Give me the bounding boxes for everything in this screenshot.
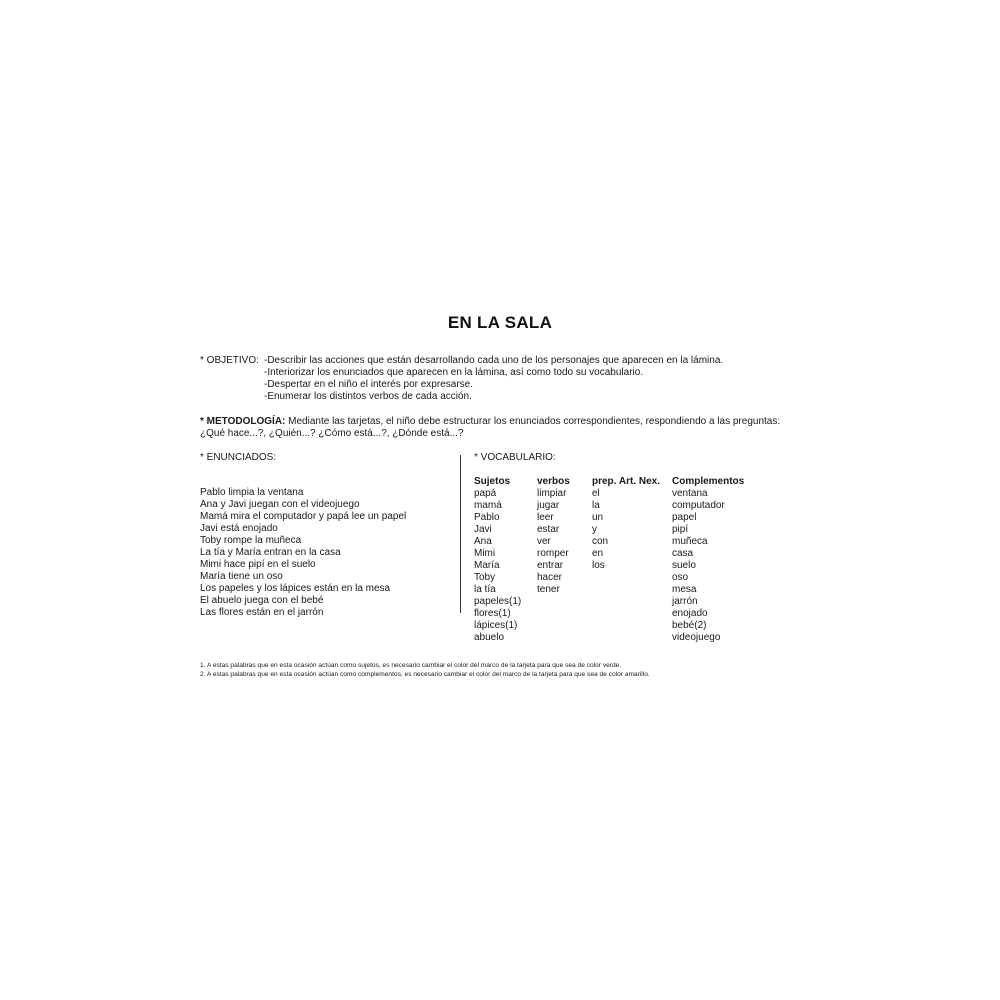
objetivo-item: -Enumerar los distintos verbos de cada acción. xyxy=(264,391,472,402)
vocab-word: oso xyxy=(672,572,689,583)
enunciado-item: Mamá mira el computador y papá lee un papel xyxy=(200,511,407,522)
vocab-word: Mimi xyxy=(474,548,496,559)
footnotes xyxy=(200,661,780,679)
vocab-column-complementos xyxy=(672,476,744,644)
vocab-word: computador xyxy=(672,500,725,511)
footnote: 2. A estas palabras que en esta ocasión actúan como complementos, es necesario cambiar el color del marco de la tarjeta para que sea de color amarillo. xyxy=(200,671,650,678)
objetivo-item: -Describir las acciones que están desarrollando cada uno de los personajes que aparecen en la lámina. xyxy=(264,355,724,366)
objetivo-list xyxy=(264,355,824,403)
enunciado-item: Ana y Javi juegan con el videojuego xyxy=(200,499,360,510)
vocab-word: Toby xyxy=(474,572,496,583)
vocab-word: en xyxy=(592,548,604,559)
enunciado-item: María tiene un oso xyxy=(200,571,283,582)
vocab-word: pipí xyxy=(672,524,689,535)
enunciado-item: Pablo limpia la ventana xyxy=(200,487,304,498)
metodologia-section xyxy=(200,416,820,440)
vocab-word: enojado xyxy=(672,608,708,619)
vocab-word: mesa xyxy=(672,584,697,595)
vocab-word: papel xyxy=(672,512,697,523)
vocab-word: papá xyxy=(474,488,497,499)
vocab-word: entrar xyxy=(537,560,564,571)
enunciado-item: Los papeles y los lápices están en la mesa xyxy=(200,583,391,594)
footnote: 1. A estas palabras que en esta ocasión actúan como sujetos, es necesario cambiar el color del marco de la tarjeta para que sea de color verde. xyxy=(200,662,622,669)
vocab-word: los xyxy=(592,560,605,571)
vocab-word: casa xyxy=(672,548,694,559)
vocab-word: Javi xyxy=(474,524,492,535)
vocab-word: Ana xyxy=(474,536,492,547)
vocab-word: María xyxy=(474,560,500,571)
objetivo-label: * OBJETIVO: xyxy=(200,355,259,366)
vocab-column-header: Complementos xyxy=(672,476,745,487)
metodologia-label: * METODOLOGÍA: xyxy=(200,416,286,427)
vocab-word: ventana xyxy=(672,488,708,499)
enunciado-item: El abuelo juega con el bebé xyxy=(200,595,324,606)
enunciado-item: Javi está enojado xyxy=(200,523,278,534)
vocab-word: un xyxy=(592,512,604,523)
vocab-word: tener xyxy=(537,584,560,595)
vocab-word: leer xyxy=(537,512,554,523)
vocab-word: jarrón xyxy=(672,596,698,607)
objetivo-item: -Despertar en el niño el interés por expresarse. xyxy=(264,379,473,390)
vocab-word: suelo xyxy=(672,560,696,571)
enunciado-item: Toby rompe la muñeca xyxy=(200,535,302,546)
vocab-column-header: prep. Art. Nex. xyxy=(592,476,660,487)
metodologia-questions: ¿Qué hace...?, ¿Quién...? ¿Cómo está...?, ¿Dónde está...? xyxy=(200,428,464,439)
vocab-column-prep-art-nex xyxy=(592,476,660,572)
vocab-word: y xyxy=(592,524,597,535)
vocab-word: limpiar xyxy=(537,488,567,499)
vocab-word: abuelo xyxy=(474,632,505,643)
enunciados-list xyxy=(200,487,455,619)
vocab-word: mamá xyxy=(474,500,502,511)
column-divider xyxy=(460,455,461,613)
vocab-word: romper xyxy=(537,548,569,559)
vocab-word: el xyxy=(592,488,600,499)
vocab-word: con xyxy=(592,536,609,547)
vocab-word: la tía xyxy=(474,584,496,595)
vocab-column-header: verbos xyxy=(537,476,570,487)
vocab-word: bebé(2) xyxy=(672,620,707,631)
enunciado-item: Mimi hace pipí en el suelo xyxy=(200,559,316,570)
page-title: EN LA SALA xyxy=(447,313,553,332)
vocabulario-heading: * VOCABULARIO: xyxy=(474,452,556,463)
vocab-word: muñeca xyxy=(672,536,708,547)
vocab-word: hacer xyxy=(537,572,563,583)
vocab-column-verbos xyxy=(537,476,570,596)
vocab-word: ver xyxy=(537,536,551,547)
enunciado-item: La tía y María entran en la casa xyxy=(200,547,341,558)
objetivo-item: -Interiorizar los enunciados que aparecen en la lámina, así como todo su vocabulario. xyxy=(264,367,644,378)
metodologia-text: Mediante las tarjetas, el niño debe estructurar los enunciados correspondientes, respondiendo a las preguntas: xyxy=(288,416,781,427)
vocab-word: la xyxy=(592,500,600,511)
vocab-word: estar xyxy=(537,524,560,535)
vocab-column-header: Sujetos xyxy=(474,476,511,487)
vocab-column-sujetos xyxy=(474,476,521,644)
vocab-word: lápices(1) xyxy=(474,620,518,631)
vocab-word: Pablo xyxy=(474,512,500,523)
vocab-word: jugar xyxy=(537,500,560,511)
enunciados-heading: * ENUNCIADOS: xyxy=(200,452,277,463)
enunciado-item: Las flores están en el jarrón xyxy=(200,607,324,618)
vocab-word: videojuego xyxy=(672,632,721,643)
vocab-word: papeles(1) xyxy=(474,596,522,607)
vocab-word: flores(1) xyxy=(474,608,511,619)
metodologia-line xyxy=(200,416,820,428)
